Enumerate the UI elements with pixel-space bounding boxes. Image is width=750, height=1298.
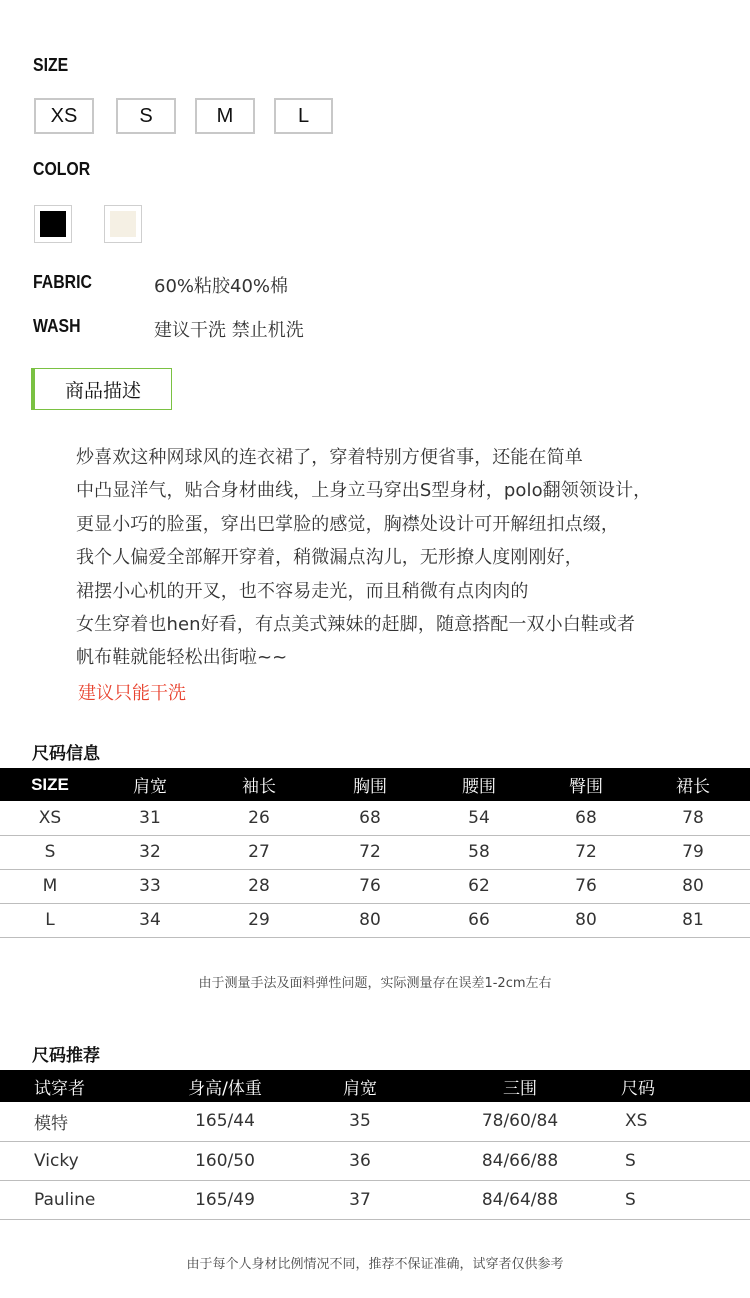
table-row (0, 869, 750, 903)
size-info-title: 尺码信息 (32, 744, 100, 764)
table-cell: 62 (422, 869, 536, 903)
table-cell: Pauline (0, 1180, 155, 1219)
table-row (0, 1102, 750, 1141)
size-recommendation-table (0, 1070, 750, 1220)
table-cell: 78 (636, 801, 750, 835)
description-line: 炒喜欢这种网球风的连衣裙了，穿着特别方便省事，还能在简单 (76, 447, 583, 468)
table-cell: 37 (295, 1180, 425, 1219)
table-row (0, 835, 750, 869)
wash-value: 建议干洗 禁止机洗 (154, 320, 304, 341)
table-cell: M (0, 869, 100, 903)
table-header-cell: 试穿者 (34, 1078, 85, 1099)
table-cell: 54 (422, 801, 536, 835)
table-header-cell: SIZE (31, 774, 69, 794)
wash-label: WASH (33, 316, 81, 336)
product-description-tab[interactable]: 商品描述 (31, 368, 172, 410)
table-cell: 165/44 (155, 1102, 295, 1141)
dry-clean-note: 建议只能干洗 (78, 683, 186, 704)
product-description (76, 441, 746, 675)
table-cell: 27 (200, 835, 318, 869)
table-row (0, 801, 750, 835)
table-cell: 160/50 (155, 1141, 295, 1180)
table-header-cell: 三围 (503, 1078, 537, 1099)
table-cell: 72 (318, 835, 422, 869)
table-cell: 76 (318, 869, 422, 903)
recommendation-footnote: 由于每个人身材比例情况不同，推荐不保证准确，试穿者仅供参考 (186, 1257, 564, 1272)
table-cell: 80 (536, 903, 636, 937)
table-cell: XS (615, 1102, 750, 1141)
fabric-value: 60%粘胶40%棉 (154, 276, 289, 297)
table-header-cell: 肩宽 (133, 777, 167, 797)
table-row (0, 903, 750, 937)
measurement-footnote: 由于测量手法及面料弹性问题，实际测量存在误差1-2cm左右 (198, 976, 552, 991)
description-line: 帆布鞋就能轻松出街啦~~ (76, 647, 288, 669)
size-option-s[interactable]: S (116, 98, 176, 134)
description-line: 裙摆小心机的开叉，也不容易走光，而且稍微有点肉肉的 (76, 580, 529, 602)
size-option-l[interactable]: L (274, 98, 333, 134)
color-chip-black (40, 211, 66, 237)
color-swatch-black[interactable] (34, 205, 72, 243)
description-line: 更显小巧的脸蛋，穿出巴掌脸的感觉，胸襟处设计可开解纽扣点缀， (76, 513, 619, 535)
table-cell: 58 (422, 835, 536, 869)
size-info-table (0, 768, 750, 938)
color-swatch-cream[interactable] (104, 205, 142, 243)
table-cell: Vicky (0, 1141, 155, 1180)
table-cell: XS (0, 801, 100, 835)
table-cell: 29 (200, 903, 318, 937)
table-header-cell: 尺码 (621, 1078, 655, 1099)
table-header-row (0, 1070, 750, 1102)
table-cell: 72 (536, 835, 636, 869)
table-cell: 80 (318, 903, 422, 937)
table-header-cell: 袖长 (242, 777, 276, 797)
table-cell: 84/66/88 (425, 1141, 615, 1180)
table-cell: 79 (636, 835, 750, 869)
description-line: 女生穿着也hen好看，有点美式辣妹的赶脚，随意搭配一双小白鞋或者 (76, 613, 636, 635)
color-chip-cream (110, 211, 136, 237)
table-cell: 31 (100, 801, 200, 835)
table-cell: 26 (200, 801, 318, 835)
table-cell: 35 (295, 1102, 425, 1141)
table-cell: 78/60/84 (425, 1102, 615, 1141)
size-recommendation-title: 尺码推荐 (32, 1046, 100, 1066)
table-header-cell: 臀围 (569, 777, 603, 797)
table-cell: 68 (536, 801, 636, 835)
table-cell: 36 (295, 1141, 425, 1180)
table-cell: 模特 (0, 1102, 155, 1141)
table-header-cell: 身高/体重 (188, 1078, 262, 1099)
size-label: SIZE (33, 55, 69, 75)
description-line: 我个人偏爱全部解开穿着，稍微漏点沟儿，无形撩人度刚刚好， (76, 547, 583, 569)
table-header-row (0, 768, 750, 801)
size-option-m[interactable]: M (195, 98, 255, 134)
size-option-xs[interactable]: XS (34, 98, 94, 134)
table-cell: 33 (100, 869, 200, 903)
table-cell: S (615, 1141, 750, 1180)
table-cell: 68 (318, 801, 422, 835)
fabric-label: FABRIC (33, 272, 92, 292)
table-cell: 32 (100, 835, 200, 869)
table-cell: 84/64/88 (425, 1180, 615, 1219)
table-cell: 165/49 (155, 1180, 295, 1219)
table-header-cell: 裙长 (676, 777, 710, 797)
table-cell: 76 (536, 869, 636, 903)
table-header-cell: 肩宽 (343, 1078, 377, 1099)
table-cell: 66 (422, 903, 536, 937)
table-header-cell: 胸围 (353, 777, 387, 797)
table-cell: 81 (636, 903, 750, 937)
table-cell: 28 (200, 869, 318, 903)
table-row (0, 1141, 750, 1180)
table-cell: S (615, 1180, 750, 1219)
table-cell: L (0, 903, 100, 937)
table-cell: 34 (100, 903, 200, 937)
table-header-cell: 腰围 (462, 777, 496, 797)
table-row (0, 1180, 750, 1219)
table-cell: S (0, 835, 100, 869)
color-label: COLOR (33, 159, 91, 179)
description-line: 中凸显洋气，贴合身材曲线，上身立马穿出S型身材，polo翻领领设计， (76, 480, 652, 502)
table-cell: 80 (636, 869, 750, 903)
